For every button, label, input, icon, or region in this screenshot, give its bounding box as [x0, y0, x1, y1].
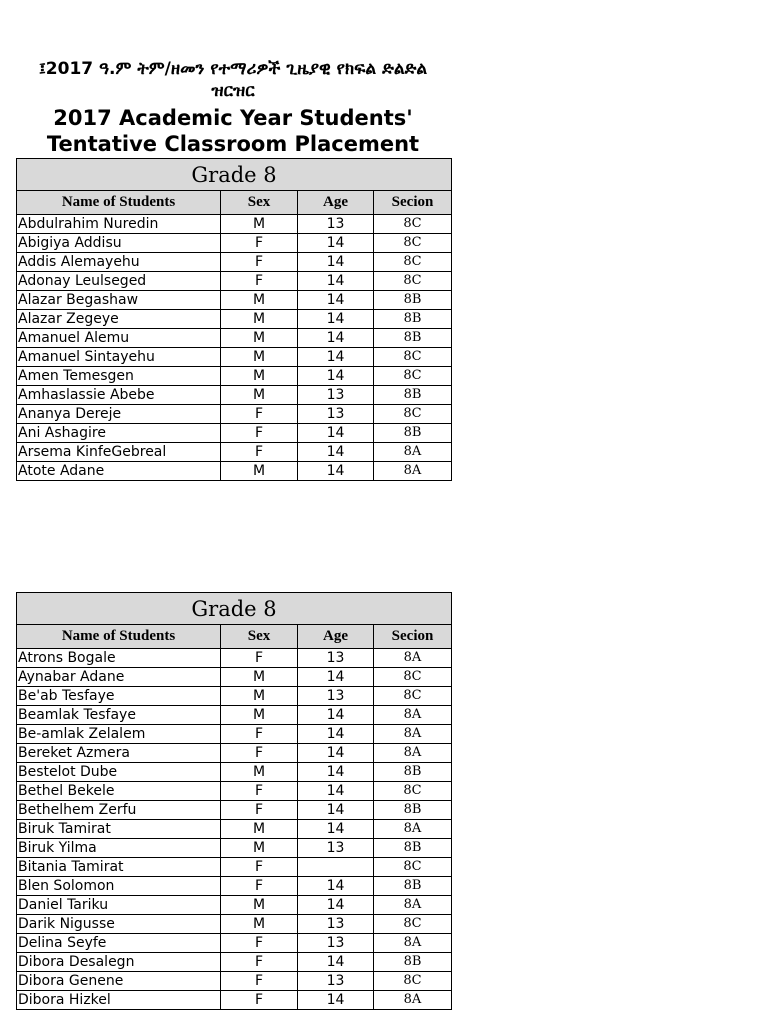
student-name-cell: Darik Nigusse — [17, 915, 221, 934]
section-cell: 8A — [374, 896, 452, 915]
student-name-cell: Ananya Dereje — [17, 405, 221, 424]
age-cell: 13 — [298, 215, 374, 234]
table-row — [17, 291, 452, 310]
age-cell: 14 — [298, 725, 374, 744]
student-name-cell: Ani Ashagire — [17, 424, 221, 443]
age-cell: 13 — [298, 649, 374, 668]
student-name-cell: Addis Alemayehu — [17, 253, 221, 272]
section-cell: 8A — [374, 725, 452, 744]
student-name-cell: Bestelot Dube — [17, 763, 221, 782]
sex-cell: F — [221, 744, 298, 763]
age-cell: 13 — [298, 934, 374, 953]
sex-cell: M — [221, 839, 298, 858]
section-cell: 8B — [374, 877, 452, 896]
section-cell: 8B — [374, 839, 452, 858]
student-name-cell: Dibora Genene — [17, 972, 221, 991]
table-row — [17, 801, 452, 820]
sex-cell: F — [221, 991, 298, 1010]
sex-cell: F — [221, 443, 298, 462]
column-header-section: Secion — [374, 625, 452, 649]
sex-cell: M — [221, 386, 298, 405]
table-row — [17, 215, 452, 234]
student-name-cell: Be'ab Tesfaye — [17, 687, 221, 706]
sex-cell: F — [221, 782, 298, 801]
section-cell: 8A — [374, 820, 452, 839]
table-row — [17, 991, 452, 1010]
table-row — [17, 725, 452, 744]
sex-cell: F — [221, 234, 298, 253]
sex-cell: M — [221, 763, 298, 782]
student-name-cell: Amen Temesgen — [17, 367, 221, 386]
student-name-cell: Be-amlak Zelalem — [17, 725, 221, 744]
column-header-row — [17, 625, 452, 649]
section-cell: 8B — [374, 291, 452, 310]
age-cell: 14 — [298, 310, 374, 329]
document-title: 2017 Academic Year Students' Tentative Classroom Placement — [46, 106, 420, 156]
student-name-cell: Bethel Bekele — [17, 782, 221, 801]
table-row — [17, 405, 452, 424]
age-cell: 13 — [298, 915, 374, 934]
table-row — [17, 462, 452, 481]
student-name-cell: Delina Seyfe — [17, 934, 221, 953]
table-row — [17, 424, 452, 443]
age-cell: 13 — [298, 687, 374, 706]
document-title-local: ፤2017 ዓ.ም ትም/ዘመን የተማሪዎች ጊዜያዊ የክፍል ድልድል ዝርዝር — [38, 59, 428, 101]
sex-cell: F — [221, 858, 298, 877]
student-name-cell: Amanuel Alemu — [17, 329, 221, 348]
section-cell: 8C — [374, 972, 452, 991]
section-cell: 8A — [374, 462, 452, 481]
sex-cell: M — [221, 896, 298, 915]
age-cell: 14 — [298, 706, 374, 725]
age-cell: 14 — [298, 443, 374, 462]
sex-cell: F — [221, 972, 298, 991]
sex-cell: M — [221, 915, 298, 934]
table-row — [17, 706, 452, 725]
student-name-cell: Adonay Leulseged — [17, 272, 221, 291]
sex-cell: M — [221, 291, 298, 310]
column-header-row — [17, 191, 452, 215]
sex-cell: M — [221, 329, 298, 348]
age-cell: 13 — [298, 972, 374, 991]
section-cell: 8C — [374, 915, 452, 934]
age-cell: 14 — [298, 329, 374, 348]
section-cell: 8B — [374, 310, 452, 329]
table-row — [17, 443, 452, 462]
sex-cell: M — [221, 668, 298, 687]
sex-cell: F — [221, 953, 298, 972]
age-cell: 14 — [298, 367, 374, 386]
table-row — [17, 877, 452, 896]
table-row — [17, 348, 452, 367]
student-name-cell: Daniel Tariku — [17, 896, 221, 915]
column-header-sex: Sex — [221, 625, 298, 649]
table-row — [17, 953, 452, 972]
table-row — [17, 234, 452, 253]
grade-header-row — [17, 159, 452, 191]
table-row — [17, 820, 452, 839]
section-cell: 8A — [374, 991, 452, 1010]
sex-cell: F — [221, 801, 298, 820]
grade-roster-table-2 — [16, 592, 452, 1010]
table-row — [17, 858, 452, 877]
sex-cell: F — [221, 649, 298, 668]
table-row — [17, 782, 452, 801]
section-cell: 8B — [374, 424, 452, 443]
section-cell: 8A — [374, 443, 452, 462]
student-name-cell: Amhaslassie Abebe — [17, 386, 221, 405]
section-cell: 8A — [374, 934, 452, 953]
student-name-cell: Alazar Zegeye — [17, 310, 221, 329]
section-cell: 8C — [374, 367, 452, 386]
student-name-cell: Bitania Tamirat — [17, 858, 221, 877]
section-cell: 8C — [374, 687, 452, 706]
table-row — [17, 310, 452, 329]
age-cell: 14 — [298, 896, 374, 915]
age-cell: 13 — [298, 405, 374, 424]
student-name-cell: Beamlak Tesfaye — [17, 706, 221, 725]
age-cell: 14 — [298, 272, 374, 291]
sex-cell: M — [221, 310, 298, 329]
student-name-cell: Biruk Tamirat — [17, 820, 221, 839]
age-cell: 14 — [298, 801, 374, 820]
student-name-cell: Atrons Bogale — [17, 649, 221, 668]
section-cell: 8B — [374, 763, 452, 782]
grade-heading: Grade 8 — [17, 593, 452, 625]
age-cell: 14 — [298, 820, 374, 839]
student-name-cell: Dibora Hizkel — [17, 991, 221, 1010]
table-row — [17, 934, 452, 953]
table-row — [17, 839, 452, 858]
age-cell: 14 — [298, 953, 374, 972]
sex-cell: M — [221, 687, 298, 706]
sex-cell: F — [221, 405, 298, 424]
section-cell: 8B — [374, 801, 452, 820]
table-row — [17, 329, 452, 348]
age-cell: 13 — [298, 839, 374, 858]
sex-cell: M — [221, 706, 298, 725]
section-cell: 8C — [374, 215, 452, 234]
section-cell: 8C — [374, 782, 452, 801]
table-row — [17, 367, 452, 386]
table-row — [17, 896, 452, 915]
table-row — [17, 272, 452, 291]
age-cell: 14 — [298, 991, 374, 1010]
section-cell: 8C — [374, 668, 452, 687]
section-cell: 8C — [374, 253, 452, 272]
student-name-cell: Blen Solomon — [17, 877, 221, 896]
section-cell: 8C — [374, 858, 452, 877]
sex-cell: F — [221, 934, 298, 953]
table-row — [17, 915, 452, 934]
age-cell: 14 — [298, 234, 374, 253]
age-cell: 14 — [298, 877, 374, 896]
age-cell: 14 — [298, 744, 374, 763]
sex-cell: M — [221, 462, 298, 481]
age-cell: 13 — [298, 386, 374, 405]
table-row — [17, 687, 452, 706]
column-header-name: Name of Students — [17, 191, 221, 215]
student-name-cell: Bethelhem Zerfu — [17, 801, 221, 820]
sex-cell: M — [221, 348, 298, 367]
sex-cell: F — [221, 424, 298, 443]
age-cell: 14 — [298, 462, 374, 481]
grade-roster-table-1 — [16, 158, 452, 481]
student-name-cell: Abdulrahim Nuredin — [17, 215, 221, 234]
student-name-cell: Arsema KinfeGebreal — [17, 443, 221, 462]
section-cell: 8A — [374, 744, 452, 763]
table-row — [17, 649, 452, 668]
student-name-cell: Biruk Yilma — [17, 839, 221, 858]
student-name-cell: Bereket Azmera — [17, 744, 221, 763]
age-cell — [298, 858, 374, 877]
age-cell: 14 — [298, 424, 374, 443]
age-cell: 14 — [298, 348, 374, 367]
age-cell: 14 — [298, 782, 374, 801]
section-cell: 8B — [374, 953, 452, 972]
age-cell: 14 — [298, 668, 374, 687]
column-header-age: Age — [298, 191, 374, 215]
table-row — [17, 744, 452, 763]
section-cell: 8A — [374, 649, 452, 668]
table-row — [17, 386, 452, 405]
section-cell: 8B — [374, 386, 452, 405]
sex-cell: F — [221, 877, 298, 896]
student-name-cell: Aynabar Adane — [17, 668, 221, 687]
column-header-age: Age — [298, 625, 374, 649]
column-header-section: Secion — [374, 191, 452, 215]
student-name-cell: Amanuel Sintayehu — [17, 348, 221, 367]
column-header-sex: Sex — [221, 191, 298, 215]
column-header-name: Name of Students — [17, 625, 221, 649]
grade-header-row — [17, 593, 452, 625]
sex-cell: M — [221, 367, 298, 386]
section-cell: 8B — [374, 329, 452, 348]
table-row — [17, 972, 452, 991]
section-cell: 8C — [374, 272, 452, 291]
student-name-cell: Abigiya Addisu — [17, 234, 221, 253]
grade-heading: Grade 8 — [17, 159, 452, 191]
sex-cell: F — [221, 272, 298, 291]
section-cell: 8A — [374, 706, 452, 725]
age-cell: 14 — [298, 253, 374, 272]
age-cell: 14 — [298, 291, 374, 310]
table-row — [17, 668, 452, 687]
sex-cell: M — [221, 215, 298, 234]
age-cell: 14 — [298, 763, 374, 782]
sex-cell: M — [221, 820, 298, 839]
section-cell: 8C — [374, 405, 452, 424]
sex-cell: F — [221, 725, 298, 744]
sex-cell: F — [221, 253, 298, 272]
table-row — [17, 763, 452, 782]
student-name-cell: Atote Adane — [17, 462, 221, 481]
section-cell: 8C — [374, 348, 452, 367]
student-name-cell: Dibora Desalegn — [17, 953, 221, 972]
student-name-cell: Alazar Begashaw — [17, 291, 221, 310]
table-row — [17, 253, 452, 272]
section-cell: 8C — [374, 234, 452, 253]
